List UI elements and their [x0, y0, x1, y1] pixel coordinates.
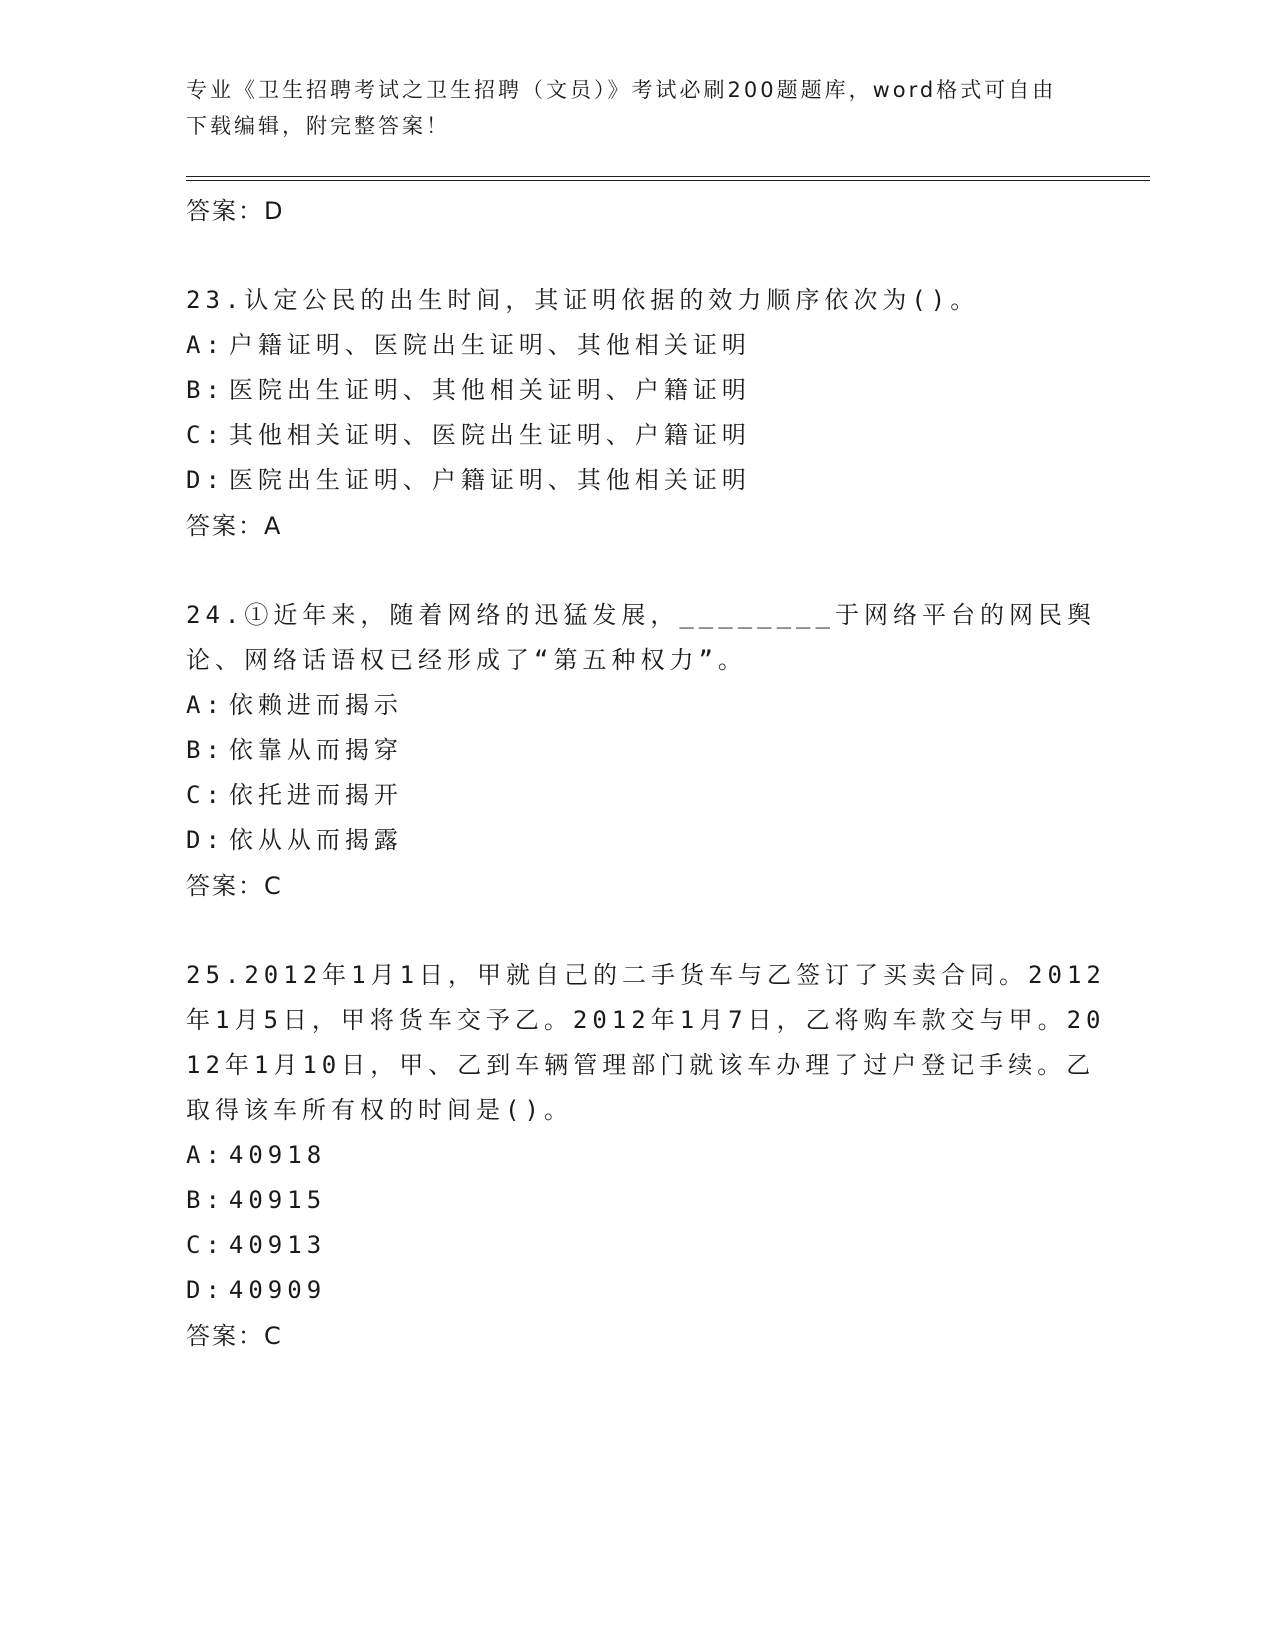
option-key: B:: [186, 1186, 225, 1214]
answer-value: C: [264, 872, 283, 900]
answer-label: 答案：: [186, 197, 264, 225]
question-24: [186, 593, 1106, 909]
question-25: [186, 953, 1106, 1359]
option-key: C:: [186, 781, 225, 809]
page-header: 专业《卫生招聘考试之卫生招聘（文员）》考试必刷200题题库，word格式可自由下载编辑，附完整答案！: [186, 78, 1057, 138]
answer-value: C: [264, 1322, 283, 1350]
answer-value: D: [264, 197, 285, 225]
option-a: [186, 1133, 1106, 1178]
option-key: C:: [186, 421, 225, 449]
option-b: [186, 368, 1106, 413]
document-body: [186, 188, 1106, 1359]
question-23: [186, 278, 1106, 549]
option-b: [186, 728, 1106, 773]
option-d: [186, 818, 1106, 863]
question-text: 25.2012年1月1日，甲就自己的二手货车与乙签订了买卖合同。2012年1月5日，甲将货车交予乙。2012年1月7日，乙将购车款交与甲。2012年1月10日，甲、乙到车辆管理部门就该车办理了过户登记手续。乙取得该车所有权的时间是()。: [186, 961, 1106, 1124]
option-key: A:: [186, 1141, 225, 1169]
option-key: C:: [186, 1231, 225, 1259]
option-d: [186, 1268, 1106, 1313]
option-c: [186, 413, 1106, 458]
option-key: D:: [186, 826, 225, 854]
option-text: 40915: [228, 1186, 327, 1214]
option-text: 医院出生证明、户籍证明、其他相关证明: [228, 466, 751, 494]
option-text: 依从从而揭露: [228, 826, 403, 854]
question-text: 23.认定公民的出生时间，其证明依据的效力顺序依次为()。: [186, 286, 980, 314]
option-key: D:: [186, 1276, 225, 1304]
option-text: 依托进而揭开: [228, 781, 403, 809]
option-text: 依靠从而揭穿: [228, 736, 403, 764]
header-divider: [186, 176, 1150, 181]
option-a: [186, 323, 1106, 368]
option-text: 户籍证明、医院出生证明、其他相关证明: [228, 331, 751, 359]
option-b: [186, 1178, 1106, 1223]
option-d: [186, 458, 1106, 503]
answer-value: A: [264, 512, 283, 540]
answer-label: 答案：: [186, 872, 264, 900]
answer-label: 答案：: [186, 512, 264, 540]
option-text: 其他相关证明、医院出生证明、户籍证明: [228, 421, 751, 449]
answer-line: [186, 863, 1106, 909]
answer-line: [186, 1313, 1106, 1359]
option-c: [186, 773, 1106, 818]
question-text: 24.①近年来，随着网络的迅猛发展，________于网络平台的网民舆论、网络话语权已经形成了“第五种权力”。: [186, 601, 1096, 674]
option-a: [186, 683, 1106, 728]
answer-line: [186, 503, 1106, 549]
option-text: 依赖进而揭示: [228, 691, 403, 719]
option-key: B:: [186, 736, 225, 764]
answer-label: 答案：: [186, 1322, 264, 1350]
option-key: D:: [186, 466, 225, 494]
answer-line: [186, 188, 1106, 234]
option-key: A:: [186, 331, 225, 359]
option-text: 40918: [228, 1141, 327, 1169]
option-text: 40913: [228, 1231, 327, 1259]
option-c: [186, 1223, 1106, 1268]
option-text: 40909: [228, 1276, 327, 1304]
option-text: 医院出生证明、其他相关证明、户籍证明: [228, 376, 751, 404]
option-key: A:: [186, 691, 225, 719]
option-key: B:: [186, 376, 225, 404]
